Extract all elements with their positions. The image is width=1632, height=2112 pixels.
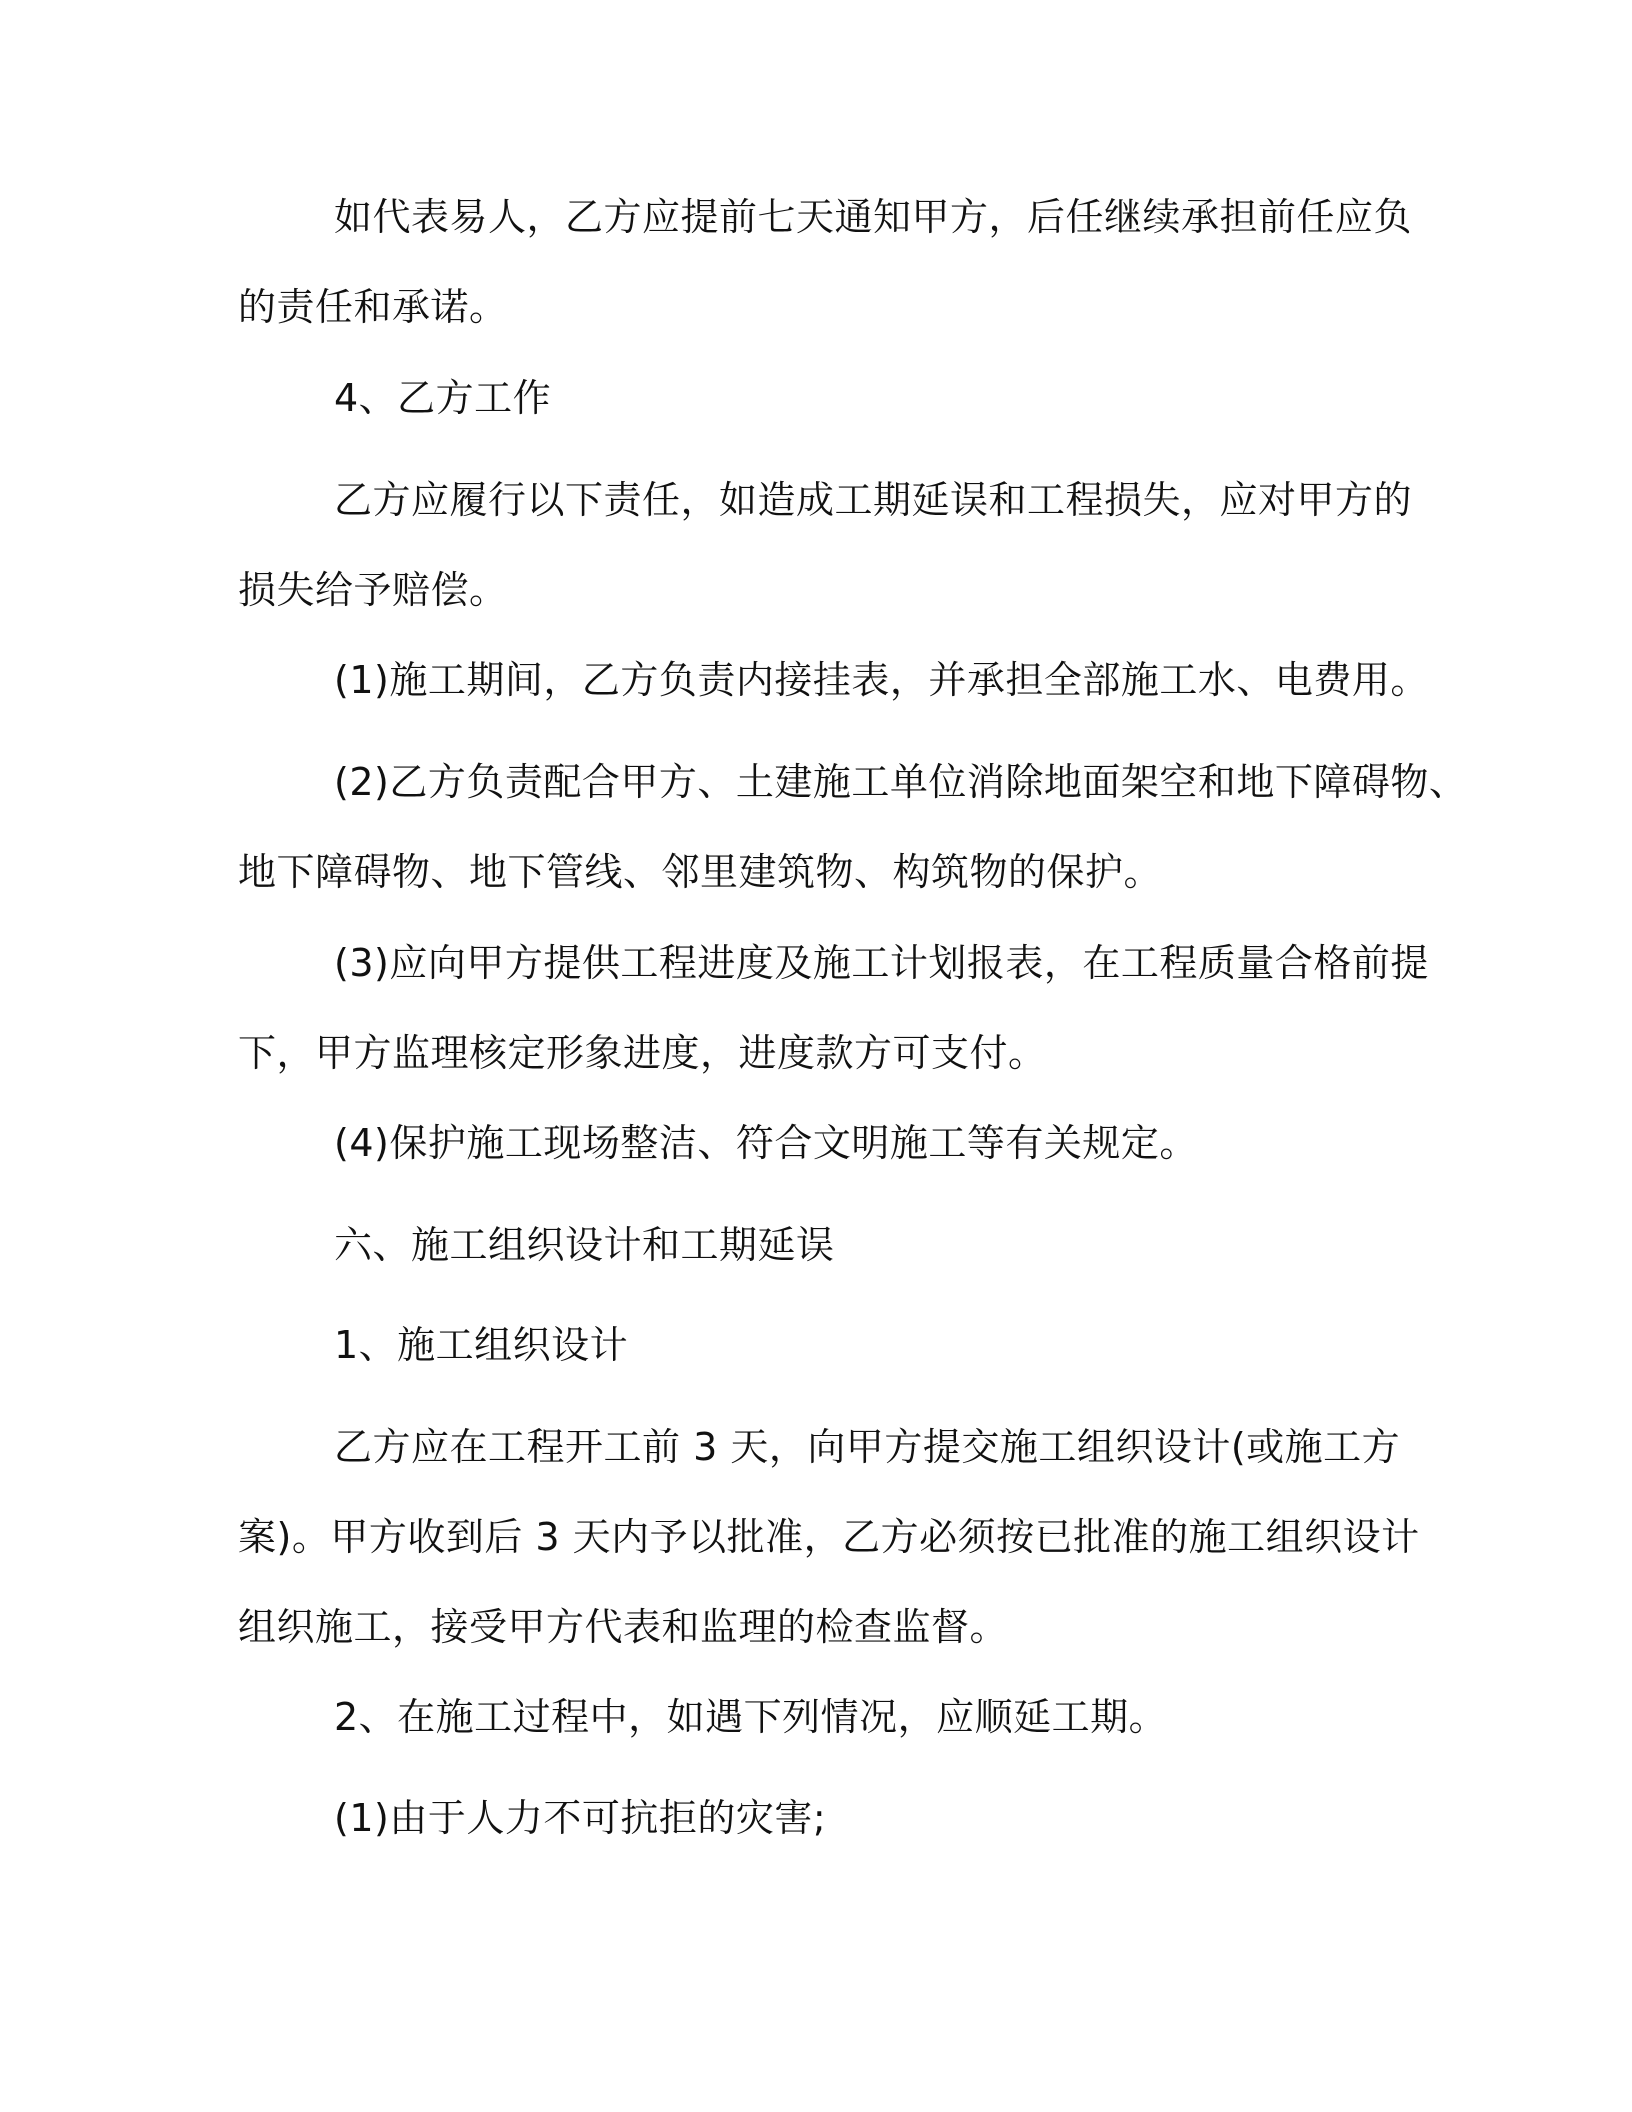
heading-text: 4、乙方工作 <box>334 376 552 420</box>
paragraph-line: (4)保护施工现场整洁、符合文明施工等有关规定。 <box>334 1121 1198 1165</box>
heading-party-b-work <box>238 353 1398 443</box>
heading-text: 1、施工组织设计 <box>334 1323 629 1367</box>
paragraph-line: 乙方应在工程开工前 3 天，向甲方提交施工组织设计(或施工方 <box>334 1425 1401 1469</box>
list-item-1 <box>238 635 1429 725</box>
paragraph-line: 的责任和承诺。 <box>238 285 508 329</box>
paragraph-line: (3)应向甲方提供工程进度及施工计划报表，在工程质量合格前提 <box>334 941 1429 985</box>
paragraph-line: 案)。甲方收到后 3 天内予以批准，乙方必须按已批准的施工组织设计 <box>238 1515 1420 1559</box>
paragraph-design-submission <box>238 1402 1420 1672</box>
paragraph-line: 如代表易人，乙方应提前七天通知甲方，后任继续承担前任应负 <box>334 195 1413 239</box>
list-item-4 <box>238 1098 1398 1188</box>
list-item-3 <box>238 918 1429 1098</box>
subheading-construction-design <box>238 1300 1398 1390</box>
paragraph-line: 乙方应履行以下责任，如造成工期延误和工程损失，应对甲方的 <box>334 478 1413 522</box>
heading-text: 六、施工组织设计和工期延误 <box>334 1223 835 1267</box>
paragraph-line: 下，甲方监理核定形象进度，进度款方可支付。 <box>238 1031 1047 1075</box>
paragraph-line: (1)施工期间，乙方负责内接挂表，并承担全部施工水、电费用。 <box>334 658 1429 702</box>
paragraph-line: (1)由于人力不可抗拒的灾害; <box>334 1796 827 1840</box>
section-heading-6 <box>238 1200 1398 1290</box>
paragraph-line: 损失给予赔偿。 <box>238 568 508 612</box>
paragraph-representative-change <box>238 172 1413 352</box>
paragraph-party-b-responsibility <box>238 455 1413 635</box>
list-item-2 <box>238 737 1468 917</box>
heading-text: 2、在施工过程中，如遇下列情况，应顺延工期。 <box>334 1695 1168 1739</box>
paragraph-line: 地下障碍物、地下管线、邻里建筑物、构筑物的保护。 <box>238 850 1163 894</box>
paragraph-line: (2)乙方负责配合甲方、土建施工单位消除地面架空和地下障碍物、 <box>334 760 1468 804</box>
subheading-delay-conditions <box>238 1672 1398 1762</box>
list-item-force-majeure <box>238 1773 1398 1863</box>
paragraph-line: 组织施工，接受甲方代表和监理的检查监督。 <box>238 1605 1009 1649</box>
